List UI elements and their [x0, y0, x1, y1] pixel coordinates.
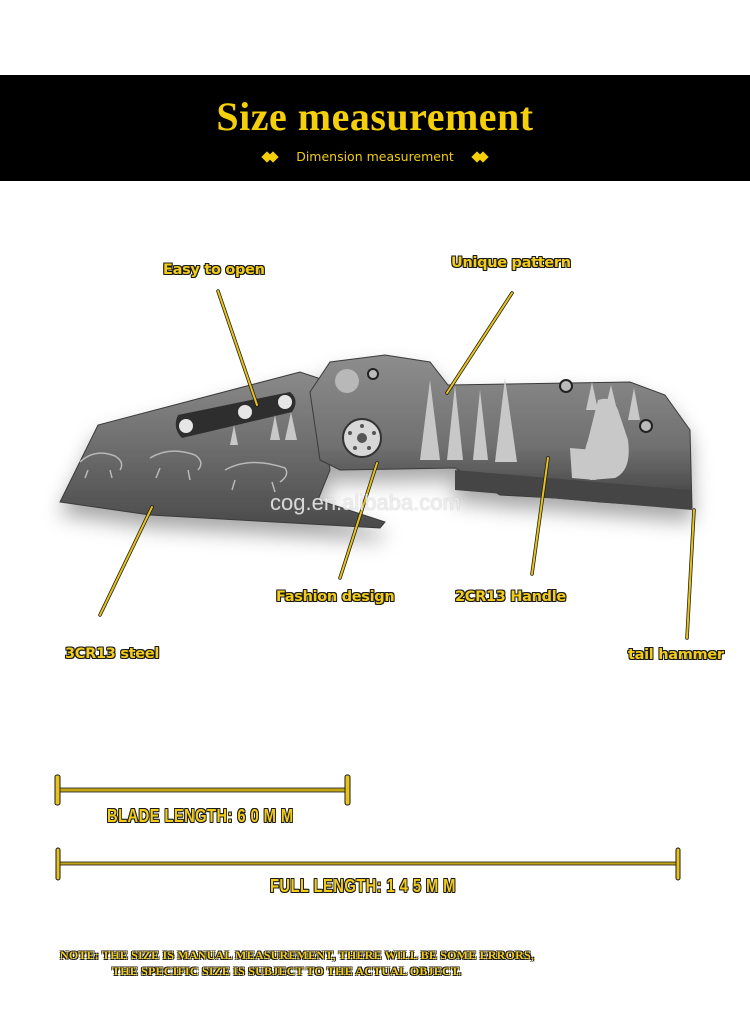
blade-length-bar	[55, 775, 350, 805]
note-line-2: THE SPECIFIC SIZE IS SUBJECT TO THE ACTUAL OBJECT.	[112, 964, 462, 978]
full-length-label: FULL LENGTH: 1 4 5 M M	[270, 876, 456, 896]
callout-blade-steel: 3CR13 steel	[65, 646, 160, 662]
callout-tail-hammer: tail hammer	[628, 647, 724, 663]
callout-easy-to-open: Easy to open	[163, 262, 265, 278]
callout-fashion-design: Fashion design	[276, 589, 395, 605]
note-line-1: NOTE: THE SIZE IS MANUAL MEASUREMENT, THERE WILL BE SOME ERRORS,	[60, 948, 535, 962]
page-subtitle: Dimension measurement	[296, 149, 454, 164]
callout-unique-pattern: Unique pattern	[451, 255, 571, 271]
watermark: cog.en.alibaba.com	[270, 490, 461, 515]
callout-handle-material: 2CR13 Handle	[455, 589, 566, 605]
page-title: Size measurement	[216, 94, 534, 139]
blade-length-label: BLADE LENGTH: 6 0 M M	[107, 806, 294, 826]
